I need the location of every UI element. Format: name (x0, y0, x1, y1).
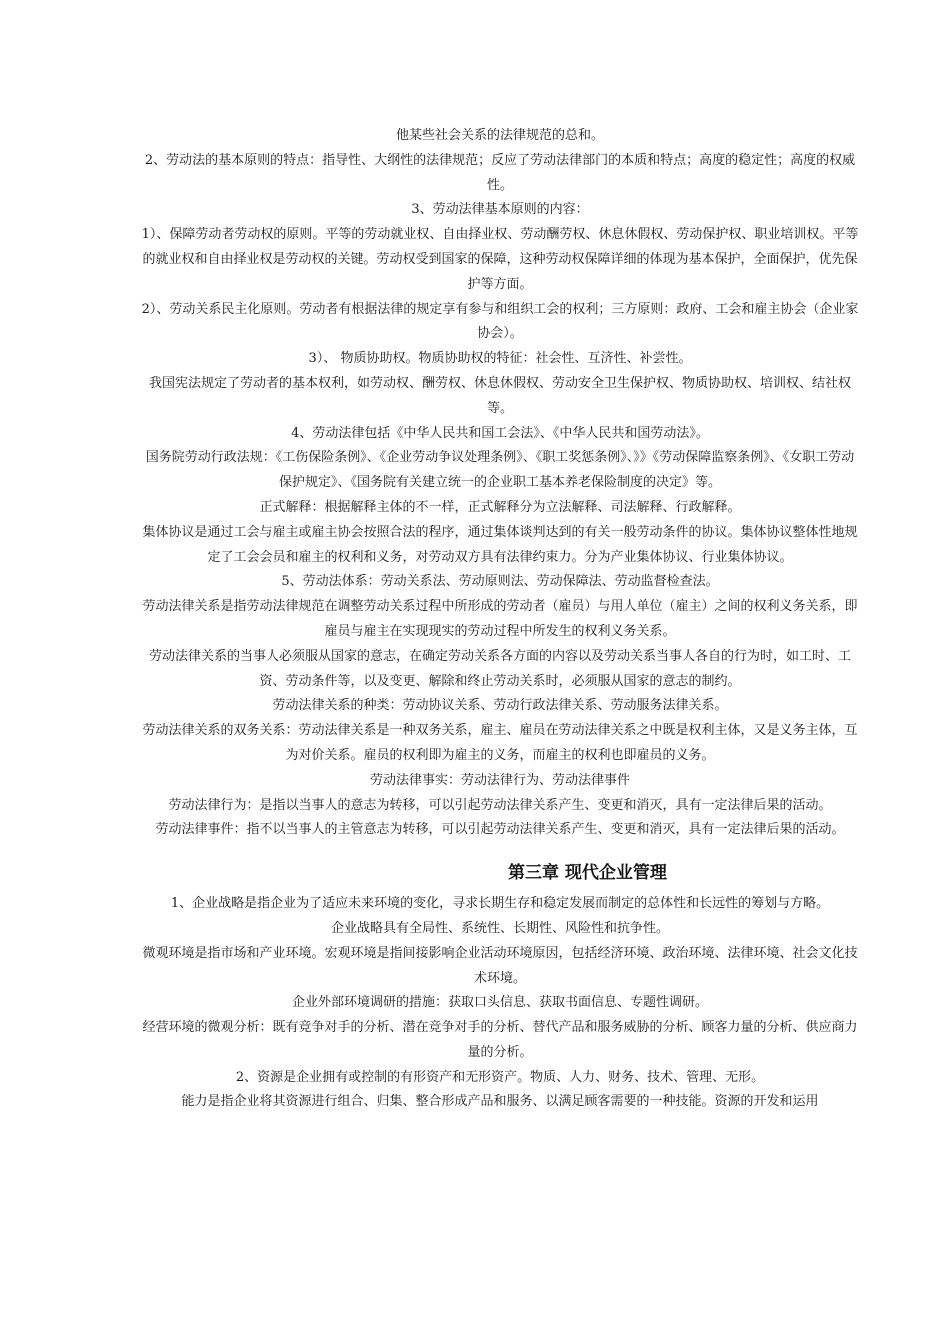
paragraph: 3、劳动法律基本原则的内容： (411, 202, 589, 218)
paragraph: 能力是指企业将其资源进行组合、归集、整合形成产品和服务、以满足顾客需要的一种技能。资源的开发和运用 (181, 1094, 819, 1110)
paragraph: 2、劳动法的基本原则的特点：指导性、大纲性的法律规范；反应了劳动法律部门的本质和特点；高度的稳定性；高度的权威性。 (144, 152, 856, 193)
paragraph: 我国宪法规定了劳动者的基本权利，如劳动权、酬劳权、休息休假权、劳动安全卫生保护权、物质协助权、培训权、结社权等。 (148, 375, 851, 416)
paragraph: 集体协议是通过工会与雇主或雇主协会按照合法的程序，通过集体谈判达到的有关一般劳动条件的协议。集体协议整体性地规定了工会会员和雇主的权利和义务，对劳动双方具有法律约束力。分为产业集体协议、行业集体协议。 (142, 524, 858, 565)
paragraph: 劳动法律事实：劳动法律行为、劳动法律事件 (369, 772, 630, 788)
paragraph: 2）、劳动关系民主化原则。劳动者有根据法律的规定享有参与和组织工会的权利；三方原则：政府、工会和雇主协会（企业家协会）。 (141, 301, 859, 342)
paragraph: 3）、 物质协助权。物质协助权的特征：社会性、互济性、补尝性。 (308, 351, 692, 367)
section-before (140, 124, 860, 843)
paragraph: 5、劳动法体系：劳动关系法、劳动原则法、劳动保障法、劳动监督检查法。 (281, 574, 719, 590)
paragraph: 微观环境是指市场和产业环境。宏观环境是指间接影响企业活动环境原因，包括经济环境、政治环境、法律环境、社会文化技术环境。 (142, 945, 858, 986)
paragraph: 4、劳动法律包括《中华人民共和国工会法》、《中华人民共和国劳动法》。 (291, 425, 709, 441)
section-after (140, 892, 860, 1115)
paragraph: 劳动法律关系的种类：劳动协议关系、劳动行政法律关系、劳动服务法律关系。 (272, 698, 728, 714)
paragraph: 劳动法律事件：指不以当事人的主管意志为转移，可以引起劳动法律关系产生、变更和消灭，具有一定法律后果的活动。 (155, 822, 845, 838)
paragraph: 企业外部环境调研的措施：获取口头信息、获取书面信息、专题性调研。 (291, 995, 708, 1011)
paragraph: 劳动法律关系的双务关系：劳动法律关系是一种双务关系，雇主、雇员在劳动法律关系之中既是权利主体，又是义务主体，互为对价关系。雇员的权利即为雇主的义务，而雇主的权利也即雇员的义务。 (142, 723, 858, 763)
paragraph: 2、资源是企业拥有或控制的有形资产和无形资产。物质、人力、财务、技术、管理、无形。 (235, 1069, 765, 1085)
paragraph: 1、企业战略是指企业为了适应未来环境的变化，寻求长期生存和稳定发展而制定的总体性和长远性的筹划与方略。 (170, 896, 830, 912)
paragraph: 1）、保障劳动者劳动权的原则。平等的劳动就业权、自由择业权、劳动酬劳权、休息休假权、劳动保护权、职业培训权。平等的就业权和自由择业权是劳动权的关键。劳动权受到国家的保障，这种劳动权保障详细的体现为基本保护，全面保护，优先保护等方面。 (141, 227, 859, 292)
paragraph: 劳动法律关系是指劳动法律规范在调整劳动关系过程中所形成的劳动者（雇员）与用人单位（雇主）之间的权利义务关系，即雇员与雇主在实现现实的劳动过程中所发生的权利义务关系。 (142, 599, 858, 639)
paragraph: 劳动法律关系的当事人必须服从国家的意志，在确定劳动关系各方面的内容以及劳动关系当事人各自的行为时，如工时、工资、劳动条件等，以及变更、解除和终止劳动关系时，必须服从国家的意志的制约。 (148, 648, 851, 689)
paragraph: 劳动法律行为：是指以当事人的意志为转移，可以引起劳动法律关系产生、变更和消灭，具有一定法律后果的活动。 (168, 797, 832, 813)
paragraph: 正式解释：根据解释主体的不一样，正式解释分为立法解释、司法解释、行政解释。 (259, 499, 741, 515)
document-page (140, 124, 860, 1115)
paragraph: 经营环境的微观分析：既有竞争对手的分析、潜在竞争对手的分析、替代产品和服务威胁的分析、顾客力量的分析、供应商力量的分析。 (142, 1020, 858, 1060)
paragraph: 国务院劳动行政法规：《工伤保险条例》、《企业劳动争议处理条例》、《职工奖惩条例》、》》《劳动保障监察条例》、《女职工劳动保护规定》、《国务院有关建立统一的企业职工基本养老保险制度的决定》等。 (145, 450, 855, 491)
paragraph: 他某些社会关系的法律规范的总和。 (395, 128, 604, 143)
chapter-title: 第三章 现代企业管理 (508, 863, 667, 884)
paragraph: 企业战略具有全局性、系统性、长期性、风险性和抗争性。 (330, 920, 669, 936)
